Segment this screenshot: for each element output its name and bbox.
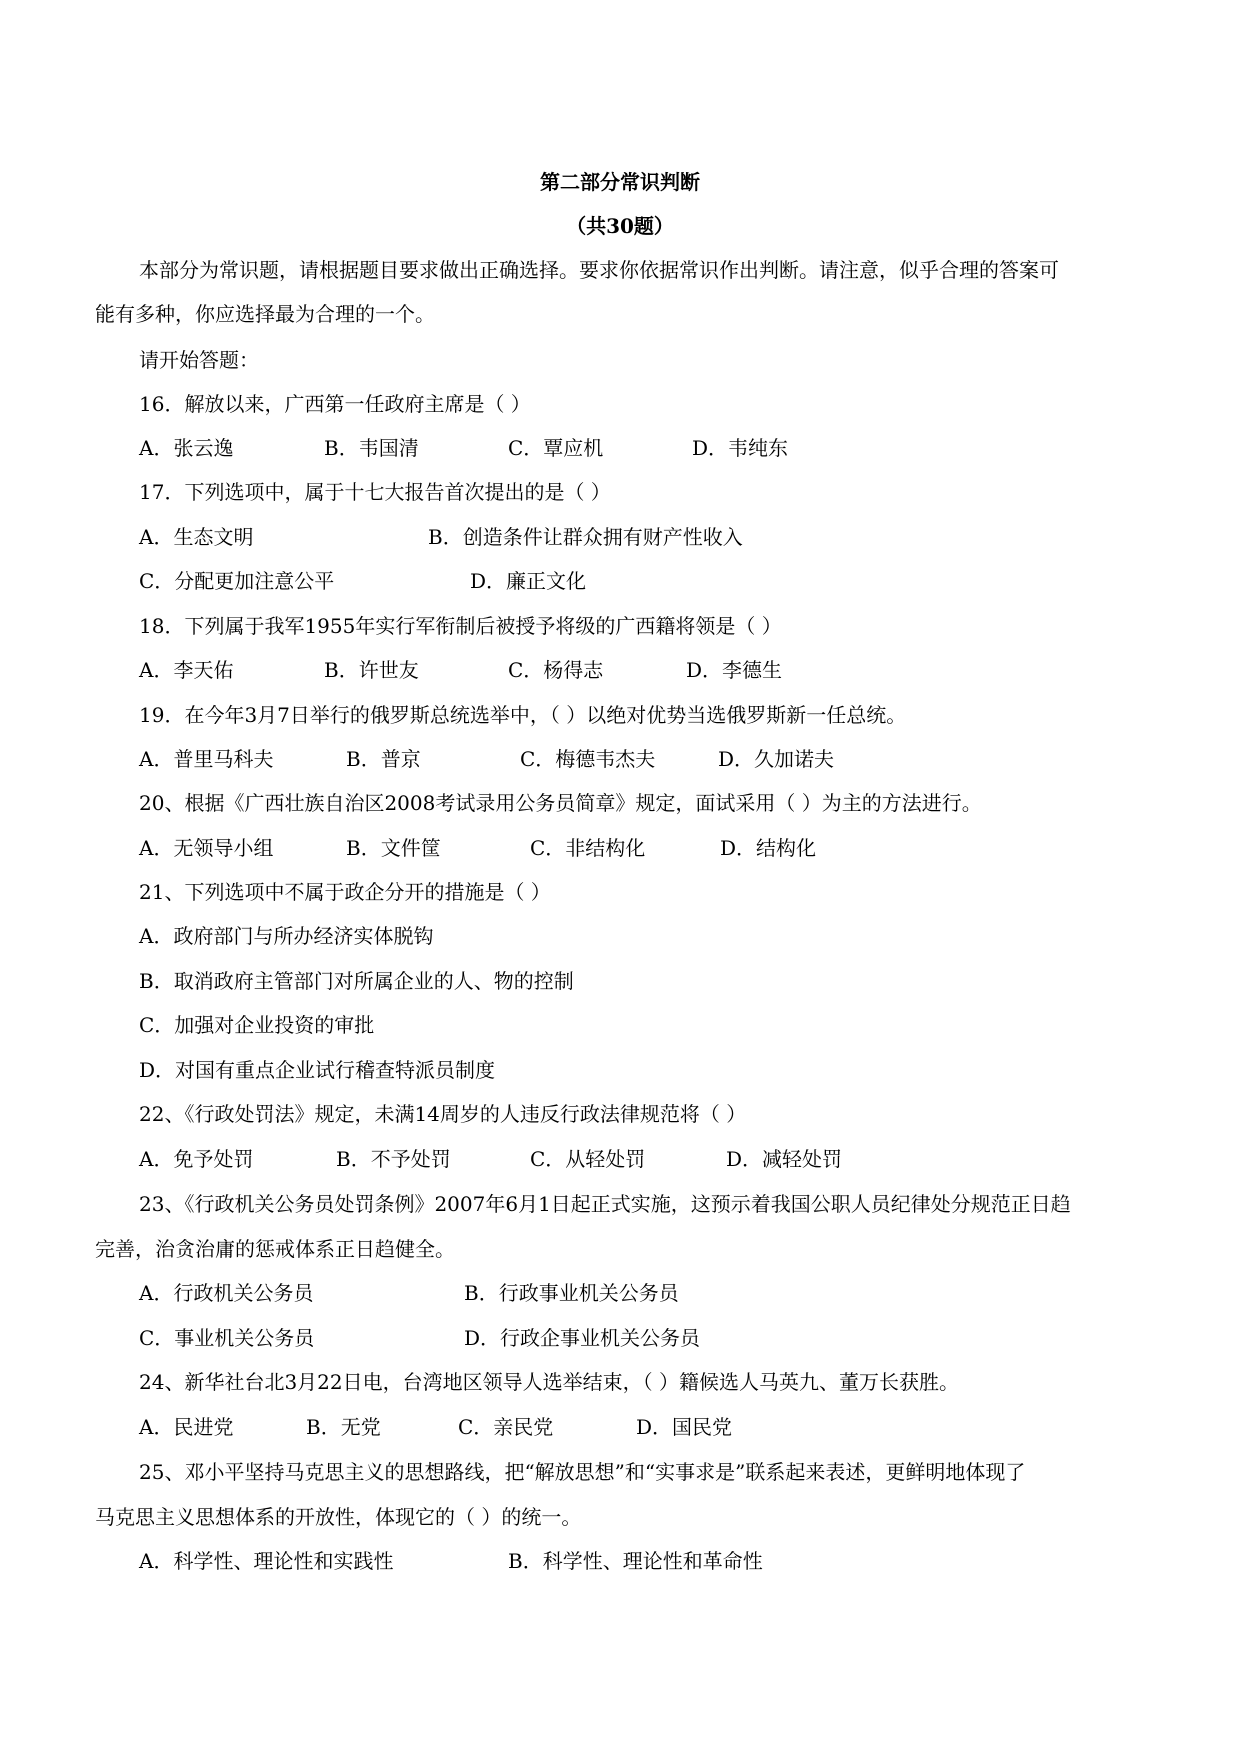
option-b: B．创造条件让群众拥有财产性收入: [428, 525, 743, 549]
question-21-option-b: B．取消政府主管部门对所属企业的人、物的控制: [139, 969, 574, 993]
option-c: C．非结构化: [530, 836, 646, 860]
section-title: 第二部分常识判断: [540, 170, 700, 194]
question-24-options: [0, 1413, 1240, 1441]
question-19-options: [0, 745, 1240, 773]
option-d: D．廉正文化: [470, 569, 587, 593]
option-c: C．杨得志: [508, 658, 604, 682]
option-a: A．无领导小组: [139, 836, 274, 860]
option-b: B．韦国清: [324, 436, 419, 460]
option-b: B．普京: [346, 747, 421, 771]
option-a: A．生态文明: [139, 525, 254, 549]
option-a: A．科学性、理论性和实践性: [139, 1549, 394, 1573]
question-23-options-2: [0, 1324, 1240, 1352]
option-c: C．梅德韦杰夫: [520, 747, 656, 771]
option-b: B．不予处罚: [336, 1147, 451, 1171]
option-a: A．免予处罚: [139, 1147, 254, 1171]
intro-start: 请开始答题：: [139, 348, 259, 372]
question-17-options-2: [0, 567, 1240, 595]
question-20-options: [0, 834, 1240, 862]
option-b: B．无党: [306, 1415, 381, 1439]
intro-line-2: 能有多种，你应选择最为合理的一个。: [95, 302, 435, 326]
question-21-option-c: C．加强对企业投资的审批: [139, 1013, 375, 1037]
option-c: C．事业机关公务员: [139, 1326, 315, 1350]
question-23-stem-line-1: 23、《行政机关公务员处罚条例》2007年6月1日起正式实施，这预示着我国公职人员纪律处分规范正日趋: [139, 1192, 1071, 1216]
option-b: B．科学性、理论性和革命性: [508, 1549, 763, 1573]
question-18-options: [0, 656, 1240, 684]
option-c: C．分配更加注意公平: [139, 569, 335, 593]
question-22-options: [0, 1145, 1240, 1173]
question-16-options: [0, 434, 1240, 462]
option-d: D．韦纯东: [692, 436, 789, 460]
option-c: C．覃应机: [508, 436, 604, 460]
option-a: A．李天佑: [139, 658, 234, 682]
question-21-stem: 21、下列选项中不属于政企分开的措施是（ ）: [139, 880, 551, 904]
option-b: B．文件筐: [346, 836, 441, 860]
option-d: D．减轻处罚: [726, 1147, 843, 1171]
question-25-options: [0, 1547, 1240, 1575]
option-d: D．久加诺夫: [718, 747, 835, 771]
question-23-options-1: [0, 1279, 1240, 1307]
section-subtitle: （共30题）: [566, 214, 674, 238]
option-b: B．许世友: [324, 658, 419, 682]
option-d: D．结构化: [720, 836, 817, 860]
question-17-options-1: [0, 523, 1240, 551]
option-b: B．行政事业机关公务员: [464, 1281, 679, 1305]
question-25-stem-line-1: 25、邓小平坚持马克思主义的思想路线，把“解放思想”和“实事求是”联系起来表述，更鲜明地体现了: [139, 1460, 1026, 1484]
option-a: A．普里马科夫: [139, 747, 274, 771]
question-21-option-a: A．政府部门与所办经济实体脱钩: [139, 924, 434, 948]
option-d: D．国民党: [636, 1415, 733, 1439]
question-16-stem: 16．解放以来，广西第一任政府主席是（ ）: [139, 392, 531, 416]
option-d: D．行政企事业机关公务员: [464, 1326, 701, 1350]
question-25-stem-line-2: 马克思主义思想体系的开放性，体现它的（ ）的统一。: [95, 1505, 582, 1529]
question-17-stem: 17．下列选项中，属于十七大报告首次提出的是（ ）: [139, 480, 611, 504]
option-d: D．李德生: [686, 658, 783, 682]
question-21-option-d: D．对国有重点企业试行稽查特派员制度: [139, 1058, 496, 1082]
question-24-stem: 24、新华社台北3月22日电，台湾地区领导人选举结束，（ ）籍候选人马英九、董万长获胜。: [139, 1370, 959, 1394]
option-c: C．亲民党: [458, 1415, 554, 1439]
option-a: A．行政机关公务员: [139, 1281, 314, 1305]
question-18-stem: 18．下列属于我军1955年实行军衔制后被授予将级的广西籍将领是（ ）: [139, 614, 782, 638]
question-23-stem-line-2: 完善，治贪治庸的惩戒体系正日趋健全。: [95, 1237, 455, 1261]
intro-line-1: 本部分为常识题，请根据题目要求做出正确选择。要求你依据常识作出判断。请注意，似乎合理的答案可: [139, 258, 1059, 282]
question-22-stem: 22、《行政处罚法》规定，未满14周岁的人违反行政法律规范将（ ）: [139, 1102, 747, 1126]
question-19-stem: 19．在今年3月7日举行的俄罗斯总统选举中，（ ）以绝对优势当选俄罗斯新一任总统。: [139, 703, 907, 727]
question-20-stem: 20、根据《广西壮族自治区2008考试录用公务员简章》规定，面试采用（ ）为主的方法进行。: [139, 791, 982, 815]
option-a: A．民进党: [139, 1415, 234, 1439]
option-a: A．张云逸: [139, 436, 234, 460]
option-c: C．从轻处罚: [530, 1147, 646, 1171]
